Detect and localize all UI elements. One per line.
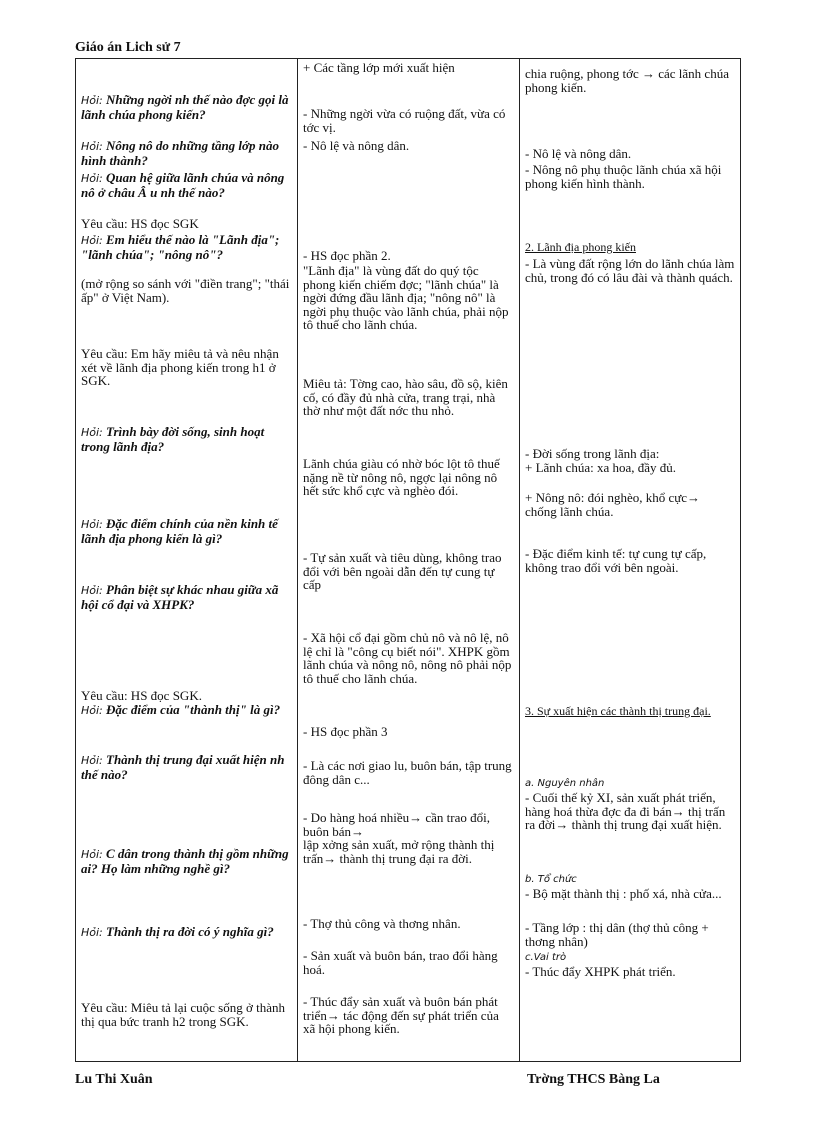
column-divider-2 [519, 59, 520, 1061]
content-5: - Đời sống trong lãnh địa: [525, 446, 660, 461]
answer-4: - HS đọc phần 2. [303, 248, 391, 263]
answer-1: + Các tầng lớp mới xuất hiện [303, 60, 455, 75]
content-2: - Nô lệ và nông dân. [525, 146, 632, 161]
requirement-2: Yêu cầu: Em hãy miêu tả và nêu nhận xét về lãnh địa phong kiến trong h1 ở SGK. [81, 346, 279, 388]
content-10: - Bộ mặt thành thị : phố xá, nhà cửa... [525, 886, 722, 901]
question-3: Hỏi: Quan hệ giữa lãnh chúa và nông nô ở châu Â u nh thế nào? [81, 170, 285, 200]
answer-8: - Tự sản xuất và tiêu dùng, không trao đổi với bên ngoài dẫn đến tự cung tự cấp [303, 550, 502, 592]
answer-5: "Lãnh địa" là vùng đất do quý tộc phong kiến chiếm đợc; "lãnh chúa" là ngời đứng đầu lãnh địa; "nông nô" là ngời phụ thuộc vào lãnh chúa, phải nộp tô thuế cho lãnh chúa. [303, 263, 509, 332]
answer-10: - HS đọc phần 3 [303, 724, 388, 739]
content-1: chia ruộng, phong tớc → các lãnh chúa phong kiến. [525, 66, 729, 95]
subsection-b-heading: b. Tổ chức [525, 874, 577, 885]
content-4: - Là vùng đất rộng lớn do lãnh chúa làm chủ, trong đó có lâu đài và thành quách. [525, 256, 735, 285]
question-4: Hỏi: Em hiểu thế nào là "Lãnh địa"; "lãnh chúa"; "nông nô"? [81, 232, 280, 262]
answer-11: - Là các nơi giao lu, buôn bán, tập trung đông dân c... [303, 758, 512, 787]
note-1: (mở rộng so sánh với "điền trang"; "thái ấp" ở Việt Nam). [81, 276, 290, 305]
column-divider-1 [297, 59, 298, 1061]
footer-school: Trờng THCS Bàng La [527, 1072, 660, 1087]
question-2: Hỏi: Nông nô do những tầng lớp nào hình thành? [81, 138, 280, 168]
question-6: Hỏi: Đặc điểm chính của nền kinh tế lãnh địa phong kiến là gì? [81, 516, 278, 546]
question-10: Hỏi: C dân trong thành thị gồm những ai? Họ làm những nghề gì? [81, 846, 289, 876]
content-11: - Tầng lớp : thị dân (thợ thủ công + thơng nhân) [525, 920, 709, 949]
page-header-title: Giáo án Lich sử 7 [75, 40, 181, 55]
question-11: Hỏi: Thành thị ra đời có ý nghĩa gì? [81, 924, 274, 939]
requirement-4: Yêu cầu: Miêu tả lại cuộc sống ở thành thị qua bức tranh h2 trong SGK. [81, 1000, 285, 1029]
footer-author: Lu Thi Xuân [75, 1072, 153, 1087]
answer-7: Lãnh chúa giàu có nhờ bóc lột tô thuế nặng nề từ nông nô, ngợc lại nông nô hết sức khổ cực và nghèo đói. [303, 456, 500, 498]
question-5: Hỏi: Trình bày đời sống, sinh hoạt trong lãnh địa? [81, 424, 265, 454]
answer-3: - Nô lệ và nông dân. [303, 138, 410, 153]
answer-14: - Sản xuất và buôn bán, trao đổi hàng hoá. [303, 948, 498, 977]
requirement-3: Yêu cầu: HS đọc SGK. [81, 688, 202, 703]
answer-9: - Xã hội cổ đại gồm chủ nô và nô lệ, nô lệ chỉ là "công cụ biết nói". XHPK gồm lãnh chúa và nông nô, nông nô phải nộp tô thuế cho lãnh chúa. [303, 630, 512, 686]
answer-15: - Thúc đẩy sản xuất và buôn bán phát triển→ tác động đến sự phát triển của xã hội phong kiến. [303, 994, 499, 1036]
section-2-heading: 2. Lãnh địa phong kiến [525, 240, 636, 254]
content-8: - Đặc điểm kinh tế: tự cung tự cấp, không trao đổi với bên ngoài. [525, 546, 707, 575]
content-9: - Cuối thế kỷ XI, sản xuất phát triển, hàng hoá thừa đợc đa đi bán→ thị trấn ra đời→ thành thị trung đại xuất hiện. [525, 790, 726, 832]
question-8: Hỏi: Đặc điểm của "thành thị" là gì? [81, 702, 281, 717]
answer-12: - Do hàng hoá nhiều→ cần trao đổi, buôn bán→ lập xởng sản xuất, mở rộng thành thị trấn→ thành thị trung đại ra đời. [303, 810, 495, 866]
lesson-table [75, 58, 741, 1062]
question-1: Hỏi: Những ngời nh thế nào đợc gọi là lãnh chúa phong kiến? [81, 92, 289, 122]
content-3: - Nông nô phụ thuộc lãnh chúa xã hội phong kiến hình thành. [525, 162, 722, 191]
content-12: - Thúc đẩy XHPK phát triển. [525, 964, 676, 979]
section-3-heading: 3. Sự xuất hiện các thành thị trung đại. [525, 704, 711, 718]
question-7: Hỏi: Phân biệt sự khác nhau giữa xã hội cổ đại và XHPK? [81, 582, 279, 612]
content-6: + Lãnh chúa: xa hoa, đầy đủ. [525, 460, 677, 475]
answer-6: Miêu tả: Tờng cao, hào sâu, đồ sộ, kiên cố, có đầy đủ nhà cửa, trang trại, nhà thờ như một đất nớc thu nhỏ. [303, 376, 508, 418]
subsection-a-heading: a. Nguyên nhân [525, 778, 605, 789]
question-9: Hỏi: Thành thị trung đại xuất hiện nh thế nào? [81, 752, 285, 782]
content-7: + Nông nô: đói nghèo, khổ cực→ chống lãnh chúa. [525, 490, 701, 519]
subsection-c-heading: c.Vai trò [525, 952, 567, 963]
answer-13: - Thợ thủ công và thơng nhân. [303, 916, 461, 931]
answer-2: - Những ngời vừa có ruộng đất, vừa có tớc vị. [303, 106, 506, 135]
requirement-1: Yêu cầu: HS đọc SGK [81, 216, 199, 231]
